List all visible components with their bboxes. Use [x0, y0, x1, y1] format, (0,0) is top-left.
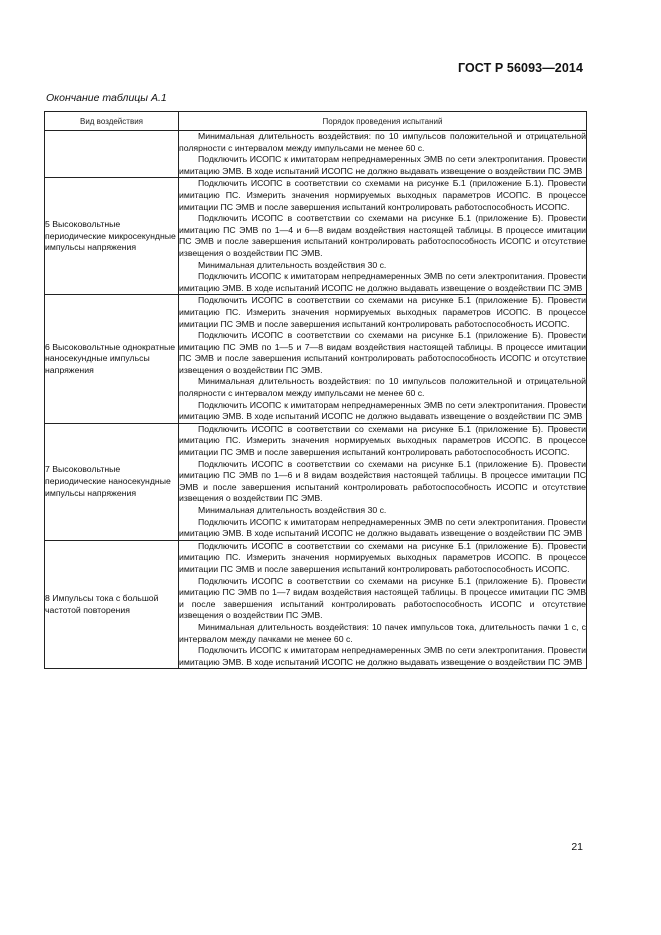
procedure-paragraph: Подключить ИСОПС в соответствии со схемами на рисунке Б.1 (приложение Б). Провести имитацию ПС. Измерить значения нормируемых выходных параметров ИСОПС. В процессе имитации ПС ЭМВ и после завершения испытаний контролировать работоспособность ИСОПС. — [179, 295, 586, 329]
row-procedure-cell — [179, 423, 587, 540]
procedure-paragraph: Минимальная длительность воздействия: 10 пачек импульсов тока, длительность пачки 1 с, с интервалом между пачками не менее 60 с. — [179, 621, 586, 644]
column-header-kind: Вид воздействия — [45, 112, 179, 131]
table-row — [45, 423, 587, 540]
procedure-paragraph: Минимальная длительность воздействия: по 10 импульсов положительной и отрицательной полярности с интервалом между импульсами не менее 60 с. — [179, 376, 586, 399]
procedure-paragraph: Минимальная длительность воздействия: по 10 импульсов положительной и отрицательной полярности с интервалом между импульсами не менее 60 с. — [179, 131, 586, 153]
procedure-paragraph: Подключить ИСОПС в соответствии со схемами на рисунке Б.1 (приложение Б). Провести имитацию ПС. Измерить значения нормируемых выходных параметров ИСОПС. В процессе имитации ПС ЭМВ и после завершения испытаний контролировать работоспособность ИСОПС. — [179, 423, 586, 458]
procedure-paragraph: Подключить ИСОПС в соответствии со схемами на рисунке Б.1 (приложение Б). Провести имитацию ПС ЭМВ по 1—4 и 6—8 видам воздействия настоящей таблицы. В процессе имитации ПС ЭМВ и после завершения испытаний контролировать работоспособность ИСОПС и отсутствие извещения о воздействии ПС ЭМВ. — [179, 213, 586, 258]
row-procedure-cell — [179, 178, 587, 295]
table-row — [45, 540, 587, 669]
procedure-paragraph: Подключить ИСОПС в соответствии со схемами на рисунке Б.1 (приложение Б). Провести имитацию ПС ЭМВ по 1—6 и 8 видам воздействия настоящей таблицы. В процессе имитации ПС ЭМВ и после завершения испытаний контролировать работоспособность ИСОПС и отсутствие извещения о воздействии ПС ЭМВ. — [179, 458, 586, 504]
test-procedure-table — [44, 111, 587, 669]
table-caption: Окончание таблицы А.1 — [46, 92, 167, 104]
procedure-paragraph: Подключить ИСОПС в соответствии со схемами на рисунке Б.1 (приложение Б). Провести имитацию ПС ЭМВ по 1—5 и 7—8 видам воздействия настоящей таблицы. В процессе имитации ПС ЭМВ и после завершения испытаний контролировать работоспособность ИСОПС и отсутствие извещения о воздействии ПС ЭМВ. — [179, 330, 586, 375]
page-number: 21 — [571, 841, 583, 853]
procedure-paragraph: Минимальная длительность воздействия 30 с. — [198, 259, 387, 270]
procedure-paragraph: Подключить ИСОПС в соответствии со схемами на рисунке Б.1 (приложение Б). Провести имитацию ПС. Измерить значения нормируемых выходных параметров ИСОПС. В процессе имитации ПС ЭМВ и после завершения испытаний контролировать работоспособность ИСОПС. — [179, 540, 586, 574]
row-kind-cell — [45, 131, 179, 178]
row-procedure-cell — [179, 295, 587, 424]
row-kind-cell: 6 Высоковольтные однократные наносекундные импульсы напряжения — [45, 295, 179, 424]
procedure-paragraph: Подключить ИСОПС к имитаторам непреднамеренных ЭМВ по сети электропитания. Провести имитацию ЭМВ. В ходе испытаний ИСОПС не должно выдавать извещение о воздействии ПС ЭМВ — [179, 271, 586, 293]
table-row — [45, 131, 587, 178]
procedure-paragraph: Подключить ИСОПС к имитаторам непреднамеренных ЭМВ по сети электропитания. Провести имитацию ЭМВ. В ходе испытаний ИСОПС не должно выдавать извещение о воздействии ПС ЭМВ — [179, 154, 586, 176]
row-kind-cell: 7 Высоковольтные периодические наносекундные импульсы напряжения — [45, 423, 179, 540]
procedure-paragraph: Подключить ИСОПС в соответствии со схемами на рисунке Б.1 (приложение Б). Провести имитацию ПС ЭМВ по 1—7 видам воздействия настоящей таблицы. В процессе имитации ПС ЭМВ и после завершения испытаний контролировать работоспособность ИСОПС и отсутствие извещения о воздействии ПС ЭМВ. — [179, 575, 586, 621]
table-header-row — [45, 112, 587, 131]
table-row — [45, 178, 587, 295]
procedure-paragraph: Подключить ИСОПС к имитаторам непреднамеренных ЭМВ по сети электропитания. Провести имитацию ЭМВ. В ходе испытаний ИСОПС не должно выдавать извещение о воздействии ПС ЭМВ — [179, 399, 586, 422]
standard-code: ГОСТ Р 56093—2014 — [457, 61, 583, 75]
row-kind-cell: 8 Импульсы тока с большой частотой повторения — [45, 540, 179, 669]
row-kind-cell: 5 Высоковольтные периодические микросекундные импульсы напряжения — [45, 178, 179, 295]
procedure-paragraph: Подключить ИСОПС к имитаторам непреднамеренных ЭМВ по сети электропитания. Провести имитацию ЭМВ. В ходе испытаний ИСОПС не должно выдавать извещение о воздействии ПС ЭМВ — [179, 516, 586, 539]
procedure-paragraph: Подключить ИСОПС к имитаторам непреднамеренных ЭМВ по сети электропитания. Провести имитацию ЭМВ. В ходе испытаний ИСОПС не должно выдавать извещение о воздействии ПС ЭМВ — [179, 645, 586, 667]
procedure-paragraph: Минимальная длительность воздействия 30 с. — [198, 505, 387, 515]
row-procedure-cell — [179, 131, 587, 178]
column-header-procedure: Порядок проведения испытаний — [179, 112, 587, 131]
procedure-paragraph: Подключить ИСОПС в соответствии со схемами на рисунке Б.1 (приложение Б.1). Провести имитацию ПС. Измерить значения нормируемых выходных параметров ИСОПС. В процессе имитации ПС ЭМВ и после завершения испытаний контролировать работоспособность ИСОПС. — [179, 178, 586, 212]
row-procedure-cell — [179, 540, 587, 669]
table-row — [45, 295, 587, 424]
